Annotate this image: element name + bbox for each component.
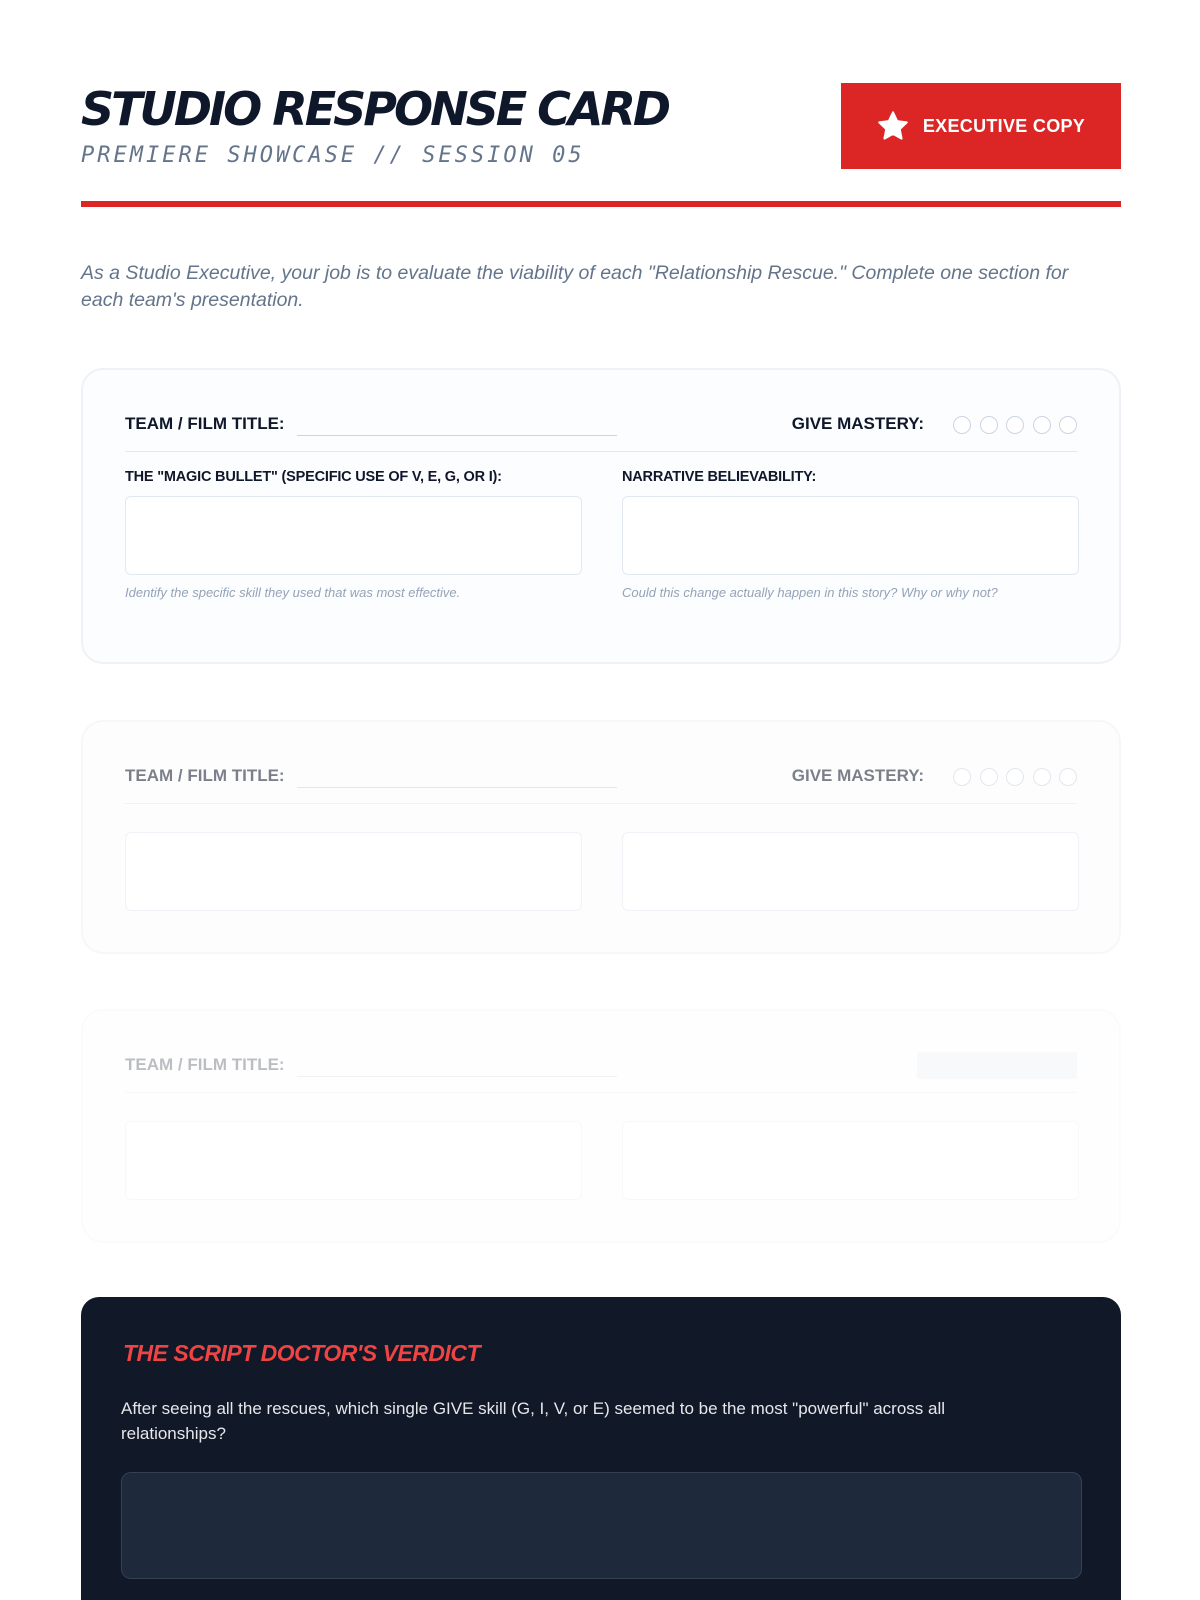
rating-dot-3[interactable] xyxy=(1006,416,1024,434)
team-film-title-input[interactable] xyxy=(297,435,617,436)
rating-dot-5[interactable] xyxy=(1059,768,1077,786)
page-title: STUDIO RESPONSE CARD xyxy=(81,82,669,136)
narrative-believability-hint: Could this change actually happen in this story? Why or why not? xyxy=(622,585,998,600)
magic-bullet-input[interactable] xyxy=(125,832,582,911)
narrative-believability-input[interactable] xyxy=(622,496,1079,575)
badge-label: EXECUTIVE COPY xyxy=(922,115,1086,136)
team-film-title-label: TEAM / FILM TITLE: xyxy=(125,766,285,785)
narrative-believability-field xyxy=(622,469,1079,600)
magic-bullet-input[interactable] xyxy=(125,496,582,575)
star-icon xyxy=(877,110,909,142)
magic-bullet-label: THE "MAGIC BULLET" (SPECIFIC USE OF V, E, G, OR I): xyxy=(125,469,502,485)
response-section-1 xyxy=(81,368,1121,664)
instructions-text: As a Studio Executive, your job is to evaluate the viability of each "Relationship Rescue." Complete one section for each team's presentation. xyxy=(81,262,1069,311)
give-mastery-rating xyxy=(953,416,1077,434)
give-mastery-label: GIVE MASTERY: xyxy=(791,766,924,785)
rating-dot-3[interactable] xyxy=(1006,768,1024,786)
magic-bullet-input[interactable] xyxy=(125,1121,582,1200)
team-film-title-input[interactable] xyxy=(297,787,617,788)
rating-dot-2[interactable] xyxy=(980,768,998,786)
give-mastery-rating xyxy=(953,768,1077,786)
section-header-row xyxy=(125,752,1077,804)
script-doctor-verdict xyxy=(81,1297,1121,1600)
verdict-answer-input[interactable] xyxy=(121,1472,1082,1579)
verdict-title: THE SCRIPT DOCTOR'S VERDICT xyxy=(123,1340,481,1366)
page-subtitle: PREMIERE SHOWCASE // SESSION 05 xyxy=(81,143,585,168)
narrative-believability-field xyxy=(622,832,1079,911)
executive-copy-badge xyxy=(841,83,1121,169)
section-header-row xyxy=(125,400,1077,452)
rating-dot-1[interactable] xyxy=(953,768,971,786)
response-section-3 xyxy=(81,1009,1121,1243)
magic-bullet-field xyxy=(125,832,582,911)
narrative-believability-label: NARRATIVE BELIEVABILITY: xyxy=(622,469,817,485)
narrative-believability-field xyxy=(622,1121,1079,1200)
section-header-row xyxy=(125,1041,1077,1093)
narrative-believability-input[interactable] xyxy=(622,1121,1079,1200)
verdict-question: After seeing all the rescues, which single GIVE skill (G, I, V, or E) seemed to be the most "powerful" across all relationships? xyxy=(121,1399,946,1443)
rating-dot-4[interactable] xyxy=(1033,768,1051,786)
rating-dot-1[interactable] xyxy=(953,416,971,434)
narrative-believability-input[interactable] xyxy=(622,832,1079,911)
response-section-2 xyxy=(81,720,1121,954)
page-header xyxy=(81,82,1121,207)
rating-dot-2[interactable] xyxy=(980,416,998,434)
team-film-title-label: TEAM / FILM TITLE: xyxy=(125,414,285,433)
magic-bullet-hint: Identify the specific skill they used that was most effective. xyxy=(125,585,461,600)
magic-bullet-field xyxy=(125,469,582,600)
rating-dot-4[interactable] xyxy=(1033,416,1051,434)
rating-dot-5[interactable] xyxy=(1059,416,1077,434)
team-film-title-input[interactable] xyxy=(297,1076,617,1077)
give-mastery-label: GIVE MASTERY: xyxy=(791,414,924,433)
magic-bullet-field xyxy=(125,1121,582,1200)
team-film-title-label: TEAM / FILM TITLE: xyxy=(125,1055,285,1074)
give-mastery-placeholder xyxy=(917,1052,1077,1079)
